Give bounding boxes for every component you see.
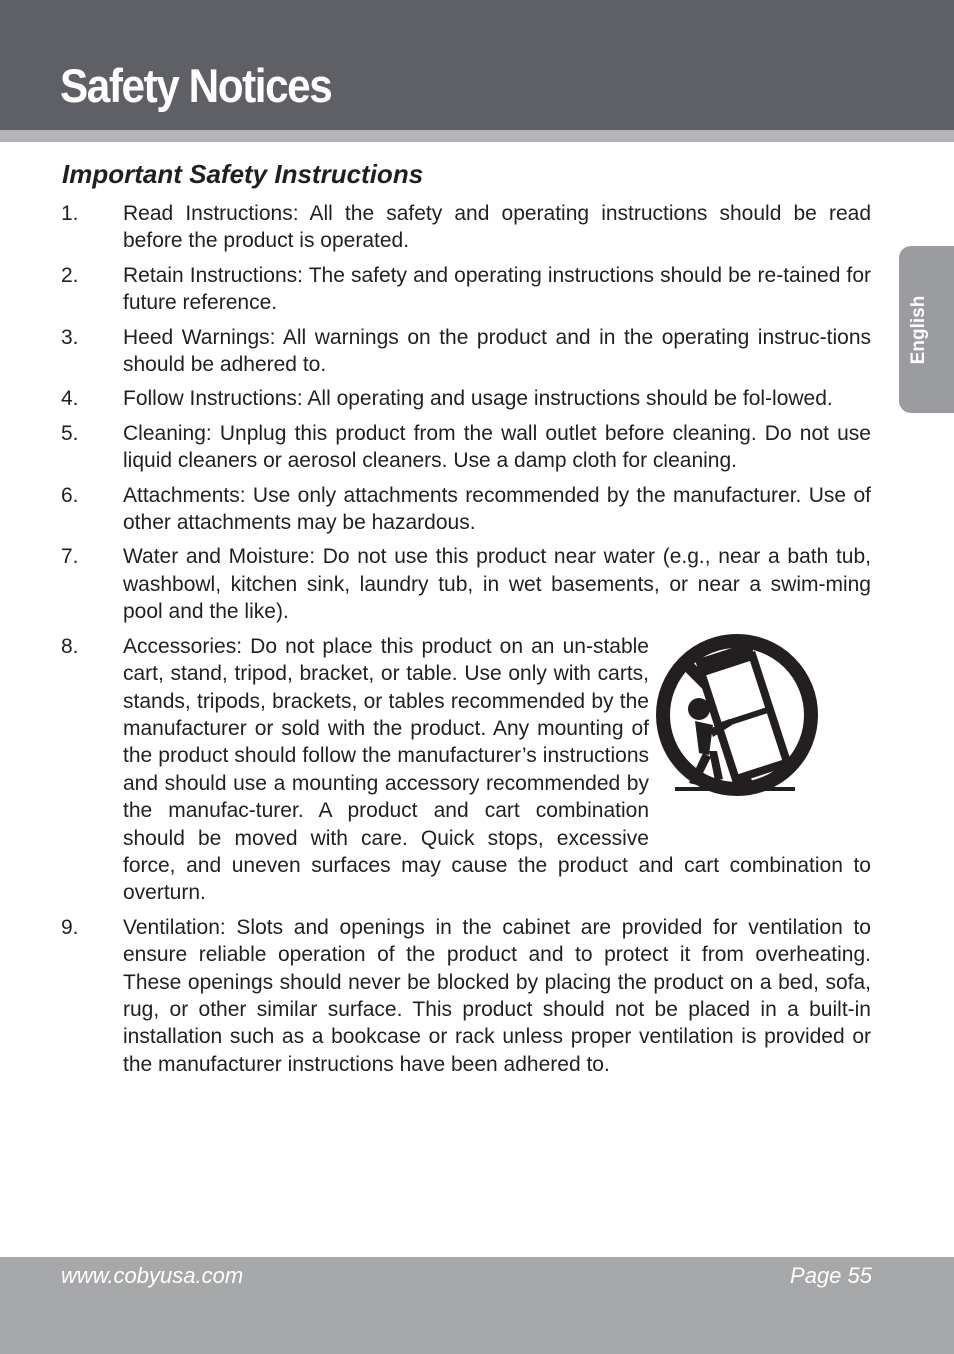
item-text: Attachments: Use only attachments recommended by the manufacturer. Use of other attachments may be hazardous. <box>123 483 871 535</box>
safety-instructions-list <box>0 200 954 1085</box>
footer-website-link[interactable]: www.cobyusa.com <box>61 1263 244 1288</box>
item-number: 7. <box>61 545 79 569</box>
item-number: 9. <box>61 915 79 939</box>
list-item <box>0 633 871 907</box>
cart-tip-over-warning-icon <box>649 633 871 827</box>
item-number: 6. <box>61 483 79 507</box>
item-number: 3. <box>61 325 79 349</box>
list-item <box>0 262 871 317</box>
list-item <box>0 914 871 1078</box>
footer-page-number: Page 55 <box>790 1263 872 1288</box>
item-text: Read Instructions: All the safety and operating instructions should be read before the product is operated. <box>123 202 871 253</box>
list-item <box>0 324 871 379</box>
item-text: Heed Warnings: All warnings on the product and in the operating instruc-tions should be adhered to. <box>123 325 871 377</box>
section-heading: Important Safety Instructions <box>62 159 424 189</box>
item-text: Cleaning: Unplug this product from the wall outlet before cleaning. Do not use liquid cleaners or aerosol cleaners. Use a damp cloth for cleaning. <box>123 421 871 473</box>
item-text: Accessories: Do not place this product on an un-stable cart, stand, tripod, bracket, or table. Use only with carts, stands, tripods, brackets, or tables recommended by the manufacturer or sold with the product. Any mounting of the product should follow the manufacturer’s instructions and should use a mounting accessory recommended by the manufac-turer. A product and cart combination should be moved with care. Quick stops, excessive force, and uneven surfaces may cause the product and cart combination to overturn. <box>123 634 871 905</box>
header-divider <box>0 130 954 142</box>
item-number: 4. <box>61 387 79 411</box>
list-item <box>0 482 871 537</box>
language-tab-label: English <box>908 295 929 365</box>
item-text: Ventilation: Slots and openings in the cabinet are provided for ventilation to ensure reliable operation of the product and to protect it from overheating. These openings should never be blocked by placing the product on a bed, sofa, rug, or other similar surface. This product should not be placed in a built-in installation such as a bookcase or rack unless proper ventilation is provided or the manufacturer instructions have been adhered to. <box>123 915 871 1076</box>
item-text: Water and Moisture: Do not use this product near water (e.g., near a bath tub, washbowl, kitchen sink, laundry tub, in wet basements, or near a swim-ming pool and the like). <box>123 545 871 624</box>
list-item <box>0 385 871 412</box>
list-item <box>0 543 871 625</box>
item-text: Retain Instructions: The safety and operating instructions should be re-tained for future reference. <box>123 263 871 315</box>
list-item <box>0 200 871 255</box>
item-number: 1. <box>61 202 79 225</box>
item-text: Follow Instructions: All operating and usage instructions should be fol-lowed. <box>123 387 833 411</box>
item-number: 5. <box>61 421 79 445</box>
item-number: 2. <box>61 263 79 287</box>
item-number: 8. <box>61 634 79 658</box>
page-title: Safety Notices <box>60 59 332 112</box>
list-item <box>0 420 871 475</box>
